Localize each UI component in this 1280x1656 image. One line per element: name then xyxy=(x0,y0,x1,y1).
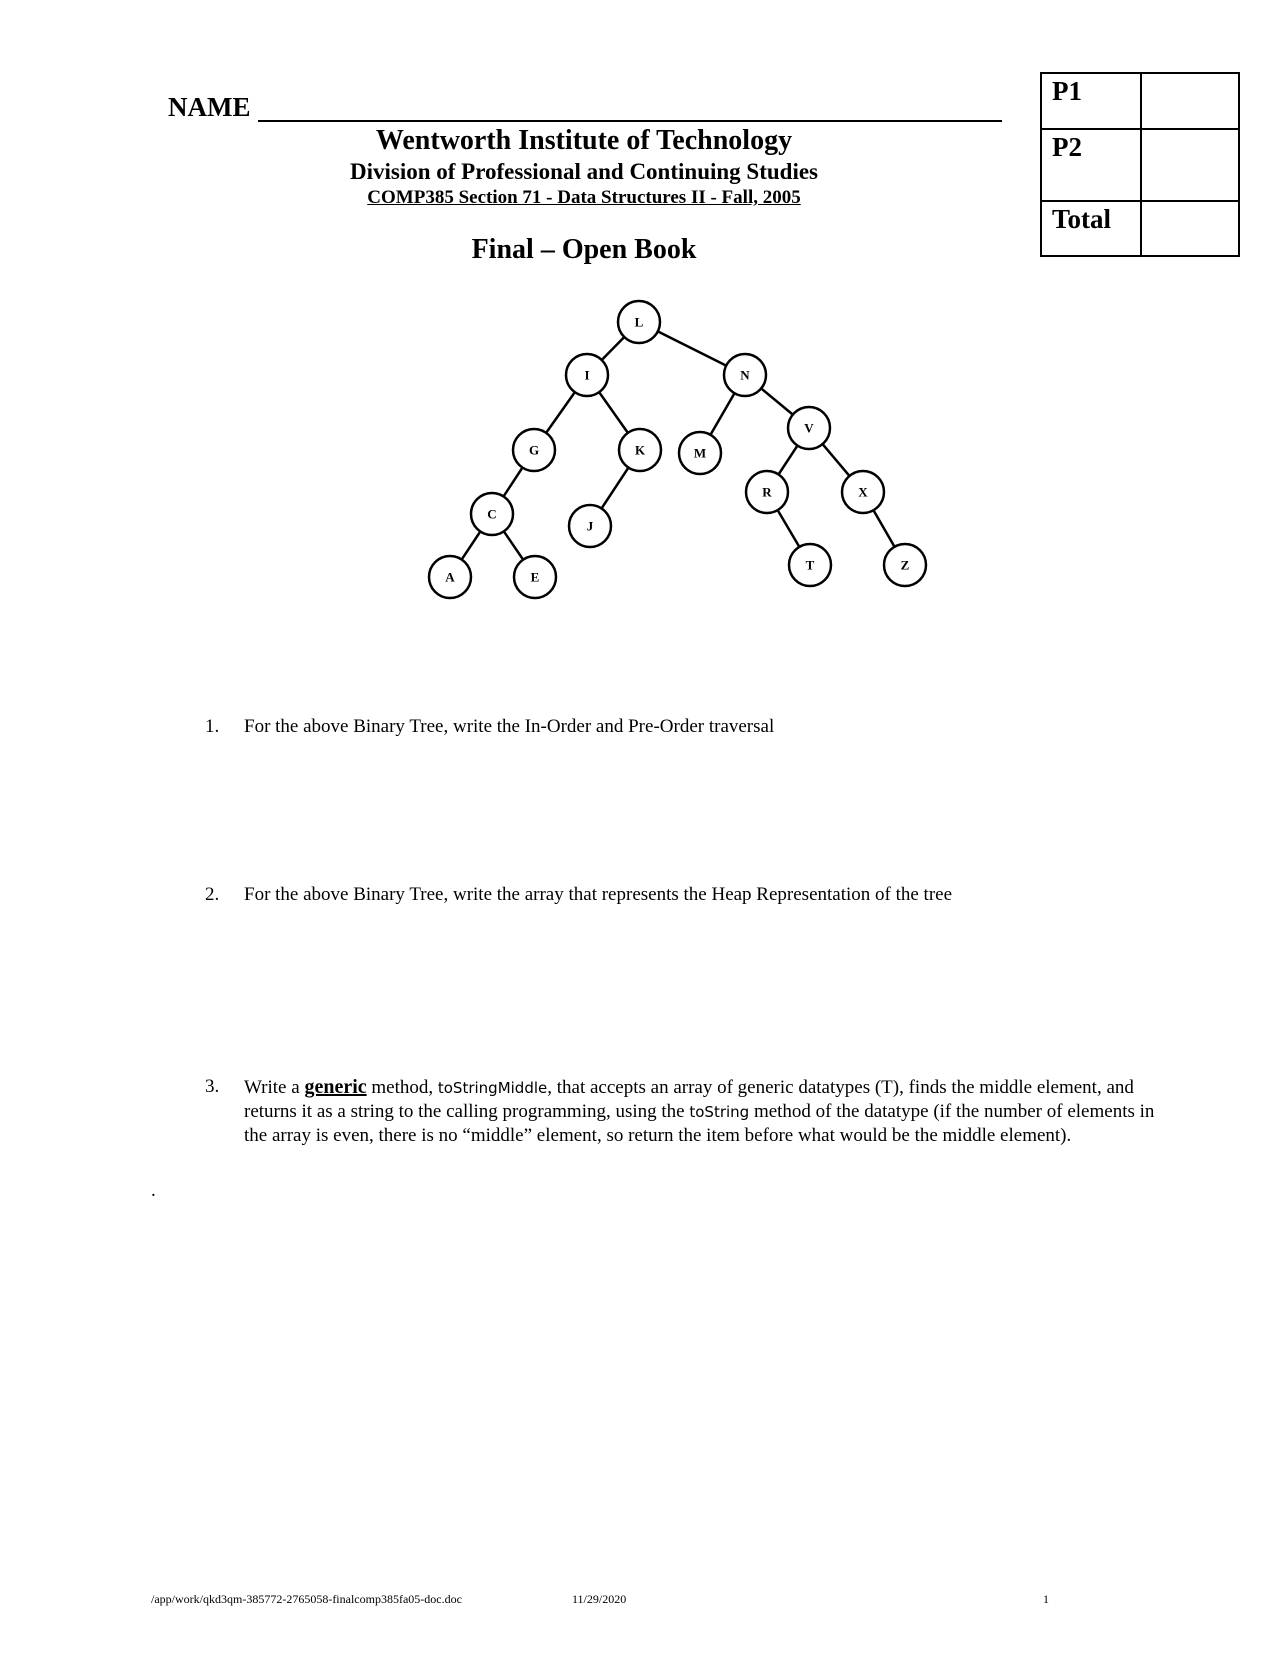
tree-node-label-C: C xyxy=(487,506,497,522)
course-title: COMP385 Section 71 - Data Structures II - Fall, 2005 xyxy=(367,187,801,208)
tree-edge-L-N xyxy=(658,331,726,365)
generic-keyword: generic xyxy=(304,1076,367,1098)
question-text: For the above Binary Tree, write the array that represents the Heap Representation of the tree xyxy=(244,884,953,905)
tree-node-label-R: R xyxy=(762,484,772,500)
score-label: P1 xyxy=(1041,73,1141,129)
question-text-part: method of the datatype (if the number of elements in the array is even, there is no “middle” element, so return the item before what would be the middle element). xyxy=(244,1101,1155,1146)
footer-date: 11/29/2020 xyxy=(572,1592,627,1606)
question-2 xyxy=(205,883,1180,907)
question-1 xyxy=(205,715,1180,739)
tree-edge-V-R xyxy=(779,446,798,475)
method-name: toStringMiddle xyxy=(437,1079,548,1097)
tree-edge-L-I xyxy=(602,337,625,360)
question-text xyxy=(244,1075,1180,1148)
tree-edge-N-V xyxy=(761,388,793,414)
tree-node-label-J: J xyxy=(586,518,594,534)
exam-title: Final – Open Book xyxy=(471,234,697,265)
footer-page-number: 1 xyxy=(1043,1592,1049,1606)
score-label: Total xyxy=(1041,201,1141,256)
name-label: NAME xyxy=(168,92,251,122)
question-3 xyxy=(205,1075,1180,1148)
tree-node-label-K: K xyxy=(634,442,646,458)
division-title: Division of Professional and Continuing Studies xyxy=(350,159,818,184)
tree-edge-N-M xyxy=(710,393,734,435)
stray-dot: . xyxy=(151,1180,156,1201)
tree-edge-C-E xyxy=(504,531,523,559)
tree-node-label-X: X xyxy=(858,484,868,500)
footer-path: /app/work/qkd3qm-385772-2765058-finalcomp385fa05-doc.doc xyxy=(151,1592,462,1606)
tree-edge-X-Z xyxy=(873,510,894,547)
tree-edge-K-J xyxy=(602,468,629,509)
tree-edge-C-A xyxy=(462,531,481,559)
tree-edge-I-K xyxy=(599,392,628,433)
score-label: P2 xyxy=(1041,129,1141,201)
tree-edge-G-C xyxy=(504,468,523,497)
tree-node-label-A: A xyxy=(445,569,455,585)
tree-node-label-M: M xyxy=(693,445,707,461)
tree-node-label-G: G xyxy=(528,442,540,458)
question-number: 3. xyxy=(205,1076,220,1097)
tree-node-label-E: E xyxy=(530,569,540,585)
question-number: 1. xyxy=(205,716,220,737)
method-name: toString xyxy=(689,1103,750,1121)
tree-edge-R-T xyxy=(778,510,800,547)
tree-edge-V-X xyxy=(823,444,850,476)
tree-edge-I-G xyxy=(546,392,575,433)
tree-node-label-Z: Z xyxy=(900,557,910,573)
tree-node-label-V: V xyxy=(804,420,814,436)
binary-tree-diagram xyxy=(0,0,1280,640)
tree-node-label-L: L xyxy=(634,314,644,330)
question-text-part: , that accepts an array of generic datatypes (T), finds the middle element, and returns it as a string to the calling programming, using the xyxy=(244,1077,1134,1122)
question-text-part: Write a xyxy=(244,1077,305,1098)
question-text-part: method, xyxy=(366,1077,438,1098)
tree-node-label-N: N xyxy=(740,367,750,383)
tree-node-label-T: T xyxy=(805,557,815,573)
question-text: For the above Binary Tree, write the In-Order and Pre-Order traversal xyxy=(244,716,775,737)
question-number: 2. xyxy=(205,884,220,905)
institution-title: Wentworth Institute of Technology xyxy=(375,125,793,156)
tree-node-label-I: I xyxy=(584,367,590,383)
